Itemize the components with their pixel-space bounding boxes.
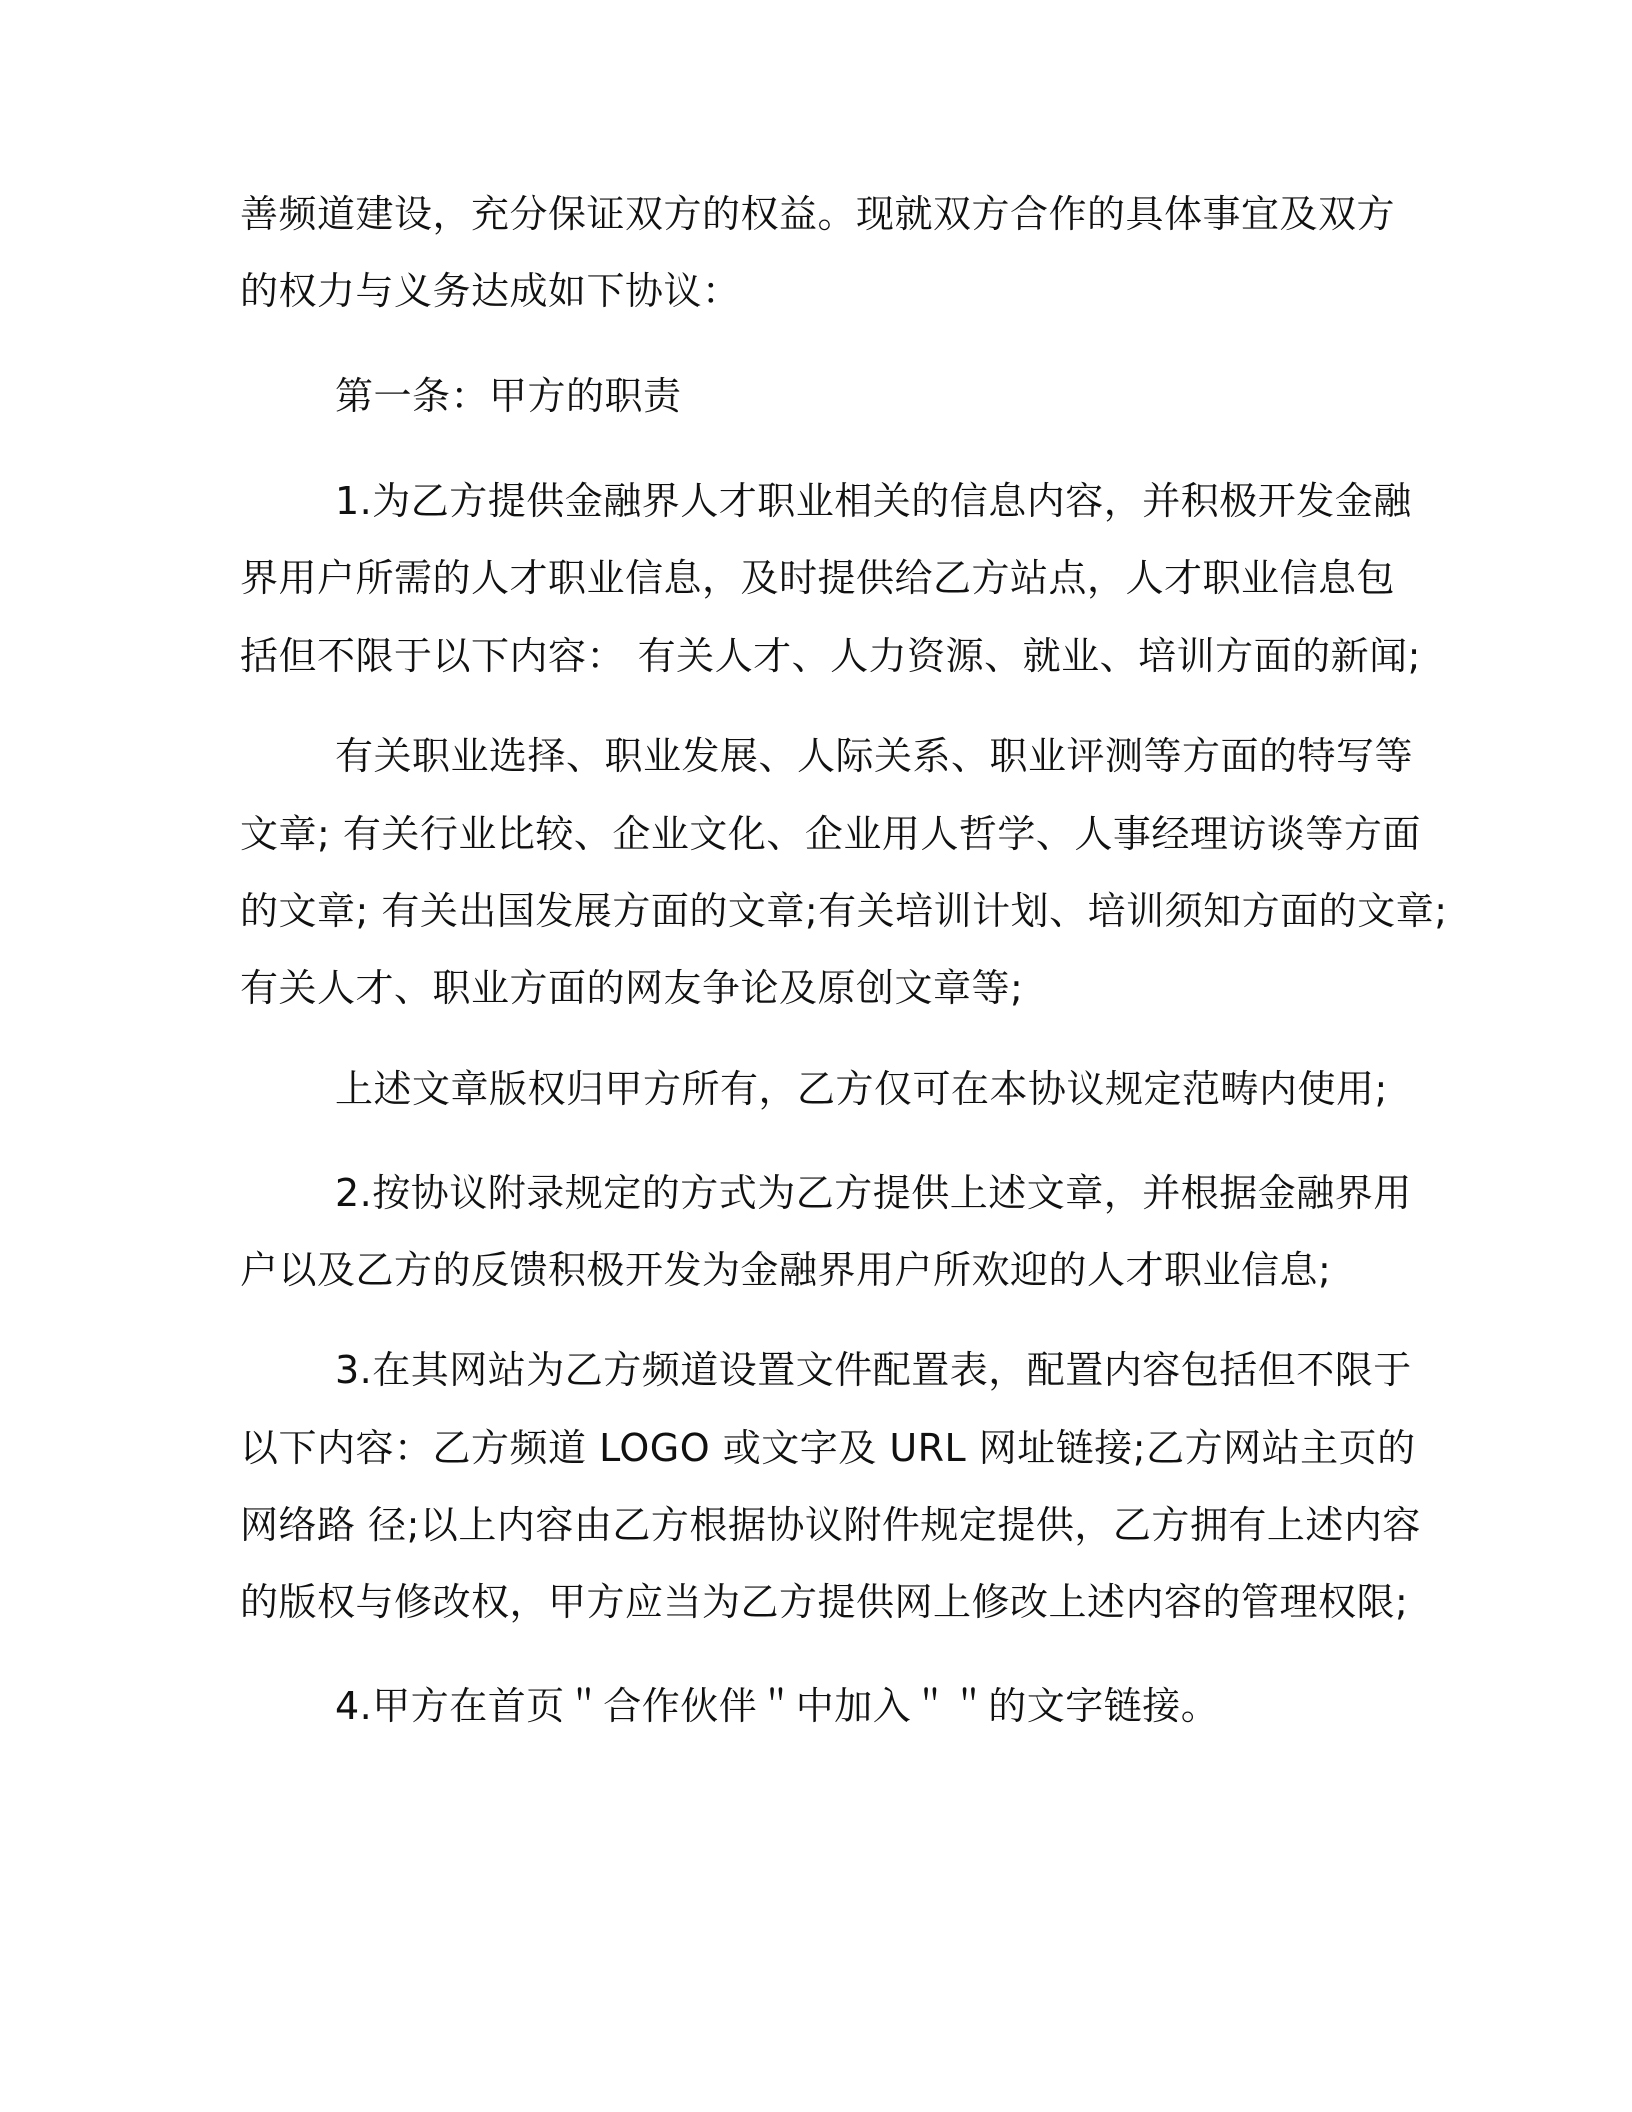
item-3-line-3: 网络路 径;以上内容由乙方根据协议附件规定提供，乙方拥有上述内容 xyxy=(240,1503,1421,1547)
item-2-line-2: 户以及乙方的反馈积极开发为金融界用户所欢迎的人才职业信息; xyxy=(240,1248,1332,1292)
item-1-cont-line-4: 有关人才、职业方面的网友争论及原创文章等; xyxy=(240,966,1024,1010)
item-3-line-1: 3.在其网站为乙方频道设置文件配置表，配置内容包括但不限于 xyxy=(335,1348,1412,1392)
item-3-line-2: 以下内容：乙方频道 LOGO 或文字及 URL 网址链接;乙方网站主页的 xyxy=(240,1426,1416,1470)
item-1-line-2: 界用户所需的人才职业信息，及时提供给乙方站点，人才职业信息包 xyxy=(240,556,1396,600)
article-heading: 第一条：甲方的职责 xyxy=(335,374,682,418)
item-1-line-3: 括但不限于以下内容： 有关人才、人力资源、就业、培训方面的新闻; xyxy=(240,634,1421,678)
intro-line-1: 善频道建设，充分保证双方的权益。现就双方合作的具体事宜及双方 xyxy=(240,192,1396,236)
item-1-cont-line-2: 文章; 有关行业比较、企业文化、企业用人哲学、人事经理访谈等方面 xyxy=(240,812,1421,856)
item-1-line-1: 1.为乙方提供金融界人才职业相关的信息内容，并积极开发金融 xyxy=(335,479,1412,523)
item-2-line-1: 2.按协议附录规定的方式为乙方提供上述文章，并根据金融界用 xyxy=(335,1171,1412,1215)
item-1-cont-line-3: 的文章; 有关出国发展方面的文章;有关培训计划、培训须知方面的文章; xyxy=(240,889,1448,933)
item-4-line-1: 4.甲方在首页＂合作伙伴＂中加入＂＂的文字链接。 xyxy=(335,1684,1220,1728)
copyright-note-line: 上述文章版权归甲方所有，乙方仅可在本协议规定范畴内使用; xyxy=(335,1067,1388,1111)
item-3-line-4: 的版权与修改权，甲方应当为乙方提供网上修改上述内容的管理权限; xyxy=(240,1580,1409,1624)
item-1-cont-line-1: 有关职业选择、职业发展、人际关系、职业评测等方面的特写等 xyxy=(335,734,1414,778)
intro-line-2: 的权力与义务达成如下协议： xyxy=(240,269,741,313)
